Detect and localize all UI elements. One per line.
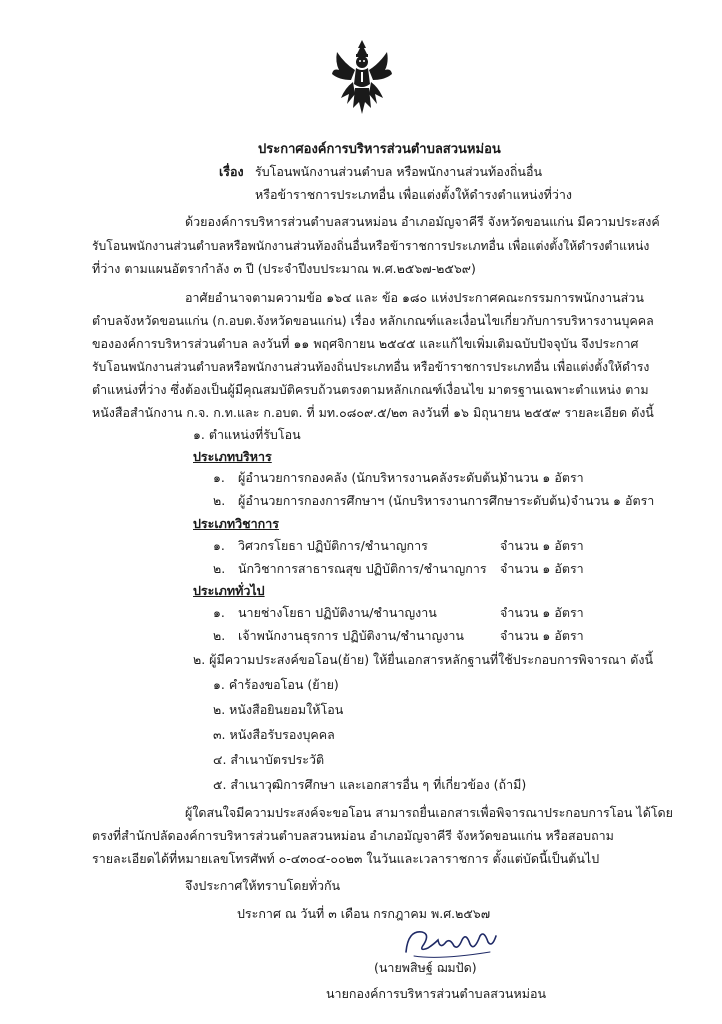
category-heading: ประเภทบริหาร [193, 449, 272, 464]
position-title: เจ้าพนักงานธุรการ ปฏิบัติงาน/ชำนาญงาน [238, 628, 464, 643]
position-title: วิศวกรโยธา ปฏิบัติการ/ชำนาญการ [238, 538, 428, 553]
announce-text: จึงประกาศให้ทราบโดยทั่วกัน [185, 878, 341, 893]
document-item: ๒. หนังสือยินยอมให้โอน [213, 702, 344, 717]
authority-line: ขององค์การบริหารส่วนตำบล ลงวันที่ ๑๑ พฤศจิกายน ๒๕๔๕ และแก้ไขเพิ่มเติมฉบับปัจจุบัน จึงประกาศ [92, 336, 639, 351]
date-line: ประกาศ ณ วันที่ ๓ เดือน กรกฎาคม พ.ศ.๒๕๖๗ [237, 906, 491, 921]
position-number: ๑. [213, 605, 225, 620]
position-title: นักวิชาการสาธารณสุข ปฏิบัติการ/ชำนาญการ [238, 561, 487, 576]
document-item: ๕. สำเนาวุฒิการศึกษา และเอกสารอื่น ๆ ที่เกี่ยวข้อง (ถ้ามี) [213, 777, 527, 792]
position-number: ๒. [213, 561, 226, 576]
closing-line: ตรงที่สำนักปลัดองค์การบริหารส่วนตำบลสวนหม่อน อำเภอมัญจาคีรี จังหวัดขอนแก่น หรือสอบถาม [92, 828, 614, 843]
intro-line: ด้วยองค์การบริหารส่วนตำบลสวนหม่อน อำเภอมัญจาคีรี จังหวัดขอนแก่น มีความประสงค์ [185, 214, 660, 229]
closing-line: ผู้ใดสนใจมีความประสงค์จะขอโอน สามารถยื่นเอกสารเพื่อพิจารณาประกอบการโอน ได้โดย [185, 805, 673, 820]
intro-line: รับโอนพนักงานส่วนตำบลหรือพนักงานส่วนท้องถิ่นอื่นหรือข้าราชการประเภทอื่น เพื่อแต่งตั้งให้ดำรงตำแหน่ง [92, 239, 650, 253]
position-title: ผู้อำนวยการกองคลัง (นักบริหารงานคลังระดับต้น) [238, 470, 504, 485]
position-count: จำนวน ๑ อัตรา [500, 470, 584, 485]
document-item: ๓. หนังสือรับรองบุคคล [213, 727, 335, 742]
position-title: นายช่างโยธา ปฏิบัติงาน/ชำนาญงาน [238, 605, 437, 620]
authority-line: หนังสือสำนักงาน ก.จ. ก.ท.และ ก.อบต. ที่ มท.๐๘๐๙.๕/๒๓ ลงวันที่ ๑๖ มิถุนายน ๒๕๕๙ รายละเอียด ดังนี้ [92, 405, 654, 420]
document-item: ๑. คำร้องขอโอน (ย้าย) [213, 677, 339, 692]
position-number: ๒. [213, 628, 226, 643]
position-count: จำนวน ๑ อัตรา [500, 605, 584, 620]
position-number: ๑. [213, 470, 225, 485]
closing-line: รายละเอียดได้ที่หมายเลขโทรศัพท์ ๐-๔๓๐๔-๐๐๒๓ ในวันและเวลาราชการ ตั้งแต่บัดนี้เป็นต้นไป [92, 851, 600, 866]
authority-line: ตำแหน่งที่ว่าง ซึ่งต้องเป็นผู้มีคุณสมบัติครบถ้วนตรงตามหลักเกณฑ์เงื่อนไข มาตรฐานเฉพาะตำแหน่ง ตาม [92, 382, 649, 397]
announcement-title: ประกาศองค์การบริหารส่วนตำบลสวนหม่อน [258, 142, 501, 157]
authority-line: ตำบลจังหวัดขอนแก่น (ก.อบต.จังหวัดขอนแก่น) เรื่อง หลักเกณฑ์และเงื่อนไขเกี่ยวกับการบริหารงานบุคคล [92, 313, 654, 328]
signer-position: นายกองค์การบริหารส่วนตำบลสวนหม่อน [326, 986, 547, 1001]
authority-line: รับโอนพนักงานส่วนตำบลหรือพนักงานส่วนท้องถิ่นประเภทอื่น หรือข้าราชการประเภทอื่น เพื่อแต่งตั้งให้ดำรง [92, 360, 650, 374]
position-number: ๑. [213, 538, 225, 553]
subject-line-2: หรือข้าราชการประเภทอื่น เพื่อแต่งตั้งให้ดำรงตำแหน่งที่ว่าง [255, 187, 572, 202]
garuda-emblem-icon [331, 38, 393, 116]
category-heading: ประเภททั่วไป [193, 583, 265, 598]
authority-line: อาศัยอำนาจตามความข้อ ๑๖๔ และ ข้อ ๑๘๐ แห่งประกาศคณะกรรมการพนักงานส่วน [185, 290, 644, 305]
signer-name: (นายพสิษฐ์ ฌมปัด) [374, 960, 477, 975]
position-count: จำนวน ๑ อัตรา [500, 561, 584, 576]
position-count: จำนวน ๑ อัตรา [500, 628, 584, 643]
intro-line: ที่ว่าง ตามแผนอัตรากำลัง ๓ ปี (ประจำปีงบประมาณ พ.ศ.๒๕๖๗-๒๕๖๙) [92, 261, 476, 276]
section-2-heading: ๒. ผู้มีความประสงค์ขอโอน(ย้าย) ให้ยื่นเอกสารหลักฐานที่ใช้ประกอบการพิจารณา ดังนี้ [193, 652, 654, 667]
category-heading: ประเภทวิชาการ [193, 516, 279, 531]
handwritten-signature-icon [400, 922, 500, 964]
section-1-heading: ๑. ตำแหน่งที่รับโอน [193, 427, 301, 442]
subject-label: เรื่อง [219, 164, 244, 179]
subject-line-1: รับโอนพนักงานส่วนตำบล หรือพนักงานส่วนท้องถิ่นอื่น [255, 164, 543, 179]
position-count: จำนวน ๑ อัตรา [500, 538, 584, 553]
document-item: ๔. สำเนาบัตรประวัติ [213, 752, 325, 767]
position-number: ๒. [213, 493, 226, 508]
position-title: ผู้อำนวยการกองการศึกษาฯ (นักบริหารงานการศึกษาระดับต้น)จำนวน ๑ อัตรา [238, 493, 655, 508]
